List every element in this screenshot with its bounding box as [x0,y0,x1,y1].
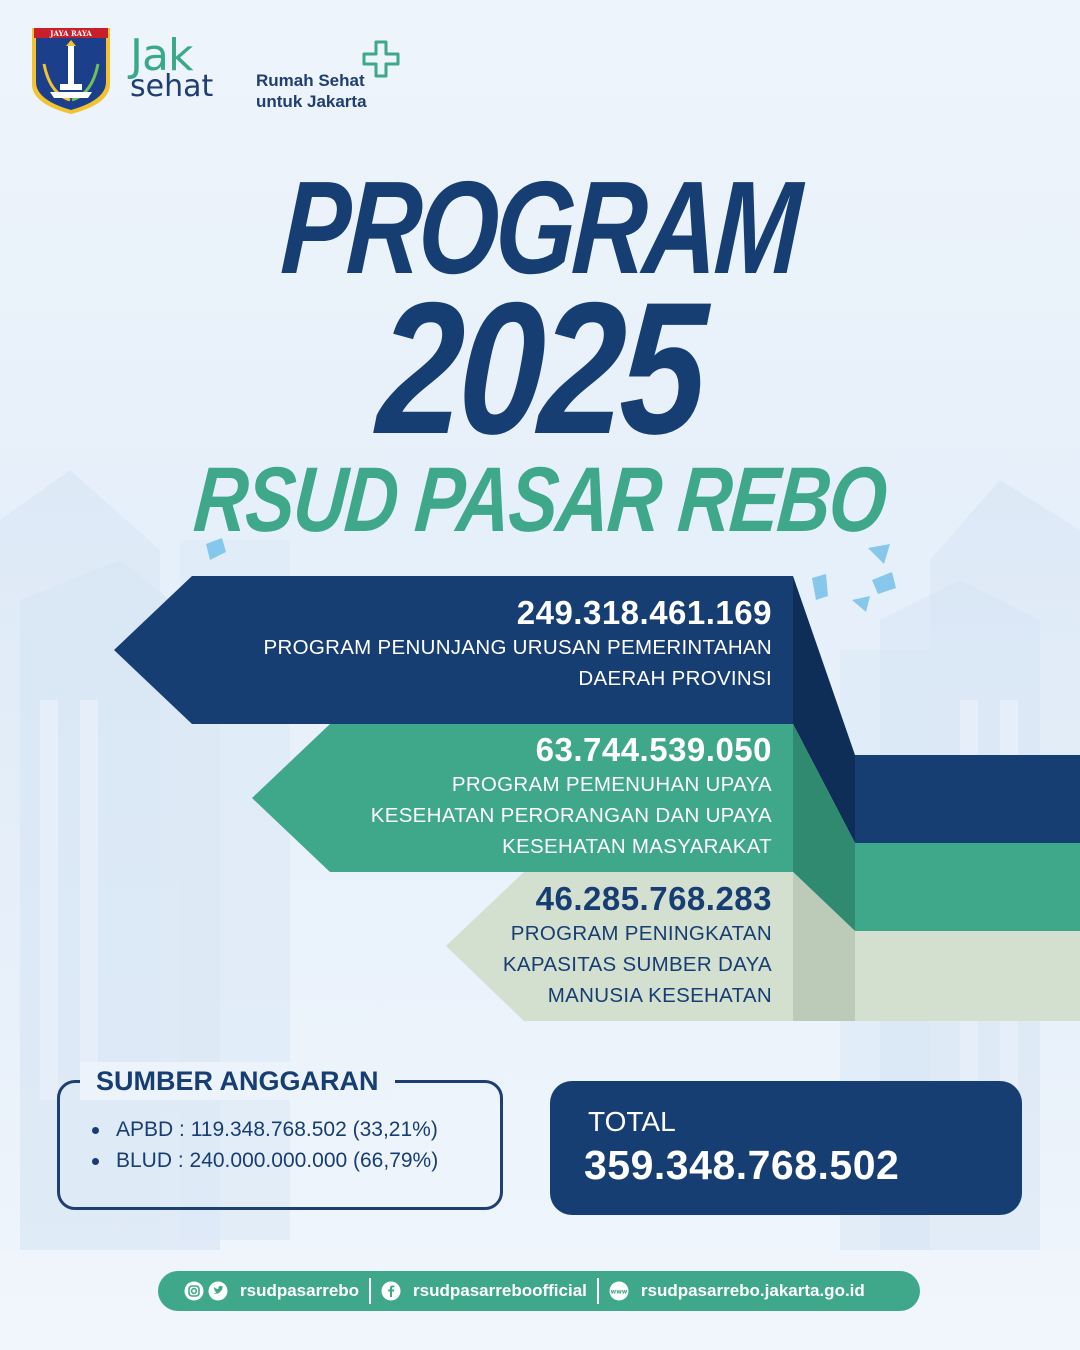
program-3-line3: MANUSIA KESEHATAN [547,984,772,1007]
program-3-text [503,880,772,1011]
program-3-amount: 46.285.768.283 [535,880,772,917]
program-3-line1: PROGRAM PENINGKATAN [510,922,772,945]
ribbon-tail-sage [855,931,1080,1021]
program-2-line3: KESEHATAN MASYARAKAT [502,835,772,858]
facebook-icon[interactable] [381,1281,401,1301]
web-icon[interactable] [609,1281,629,1301]
title-program: PROGRAM [278,154,802,301]
social-footer [158,1271,920,1311]
brand-sehat: sehat [130,69,214,104]
footer-separator [597,1278,599,1304]
program-1-text [264,594,772,694]
ribbon-tail-green [855,843,1080,931]
tagline-line2: untuk Jakarta [256,92,367,111]
svg-text:JAYA RAYA: JAYA RAYA [50,29,92,38]
website-link: rsudpasarrebo.jakarta.go.id [640,1281,865,1300]
social-item-facebook[interactable] [381,1281,587,1301]
total-value: 359.348.768.502 [584,1142,900,1188]
title-year: 2025 [373,263,707,473]
funding-list [92,1114,438,1176]
funding-item-blud: BLUD : 240.000.000.000 (66,79%) [92,1145,438,1176]
program-1-line2: DAERAH PROVINSI [578,667,772,690]
social-item-handle[interactable] [184,1281,359,1301]
twitter-icon[interactable] [208,1281,228,1301]
facebook-handle: rsudpasarreboofficial [413,1281,587,1300]
funding-title: SUMBER ANGGARAN [80,1062,395,1100]
total-label: TOTAL [588,1106,676,1137]
ribbon-tail-navy [855,755,1080,843]
funding-item-apbd: APBD : 119.348.768.502 (33,21%) [92,1114,438,1145]
program-2-line2: KESEHATAN PERORANGAN DAN UPAYA [370,804,772,827]
svg-text:www: www [610,1288,628,1296]
title-hospital: RSUD PASAR REBO [190,449,890,551]
program-1-amount: 249.318.461.169 [516,594,772,631]
program-3-line2: KAPASITAS SUMBER DAYA [502,953,772,976]
program-2-line1: PROGRAM PEMENUHAN UPAYA [451,773,772,796]
brand-jak: Jak [130,30,193,81]
program-2-text [371,731,772,862]
social-item-website[interactable] [609,1281,865,1301]
footer-separator [369,1278,371,1304]
tagline-line1: Rumah Sehat [256,71,365,90]
program-1-line1: PROGRAM PENUNJANG URUSAN PEMERINTAHAN [263,636,772,659]
social-handle: rsudpasarrebo [240,1281,360,1300]
instagram-icon[interactable] [184,1281,204,1301]
program-2-amount: 63.744.539.050 [535,731,772,768]
